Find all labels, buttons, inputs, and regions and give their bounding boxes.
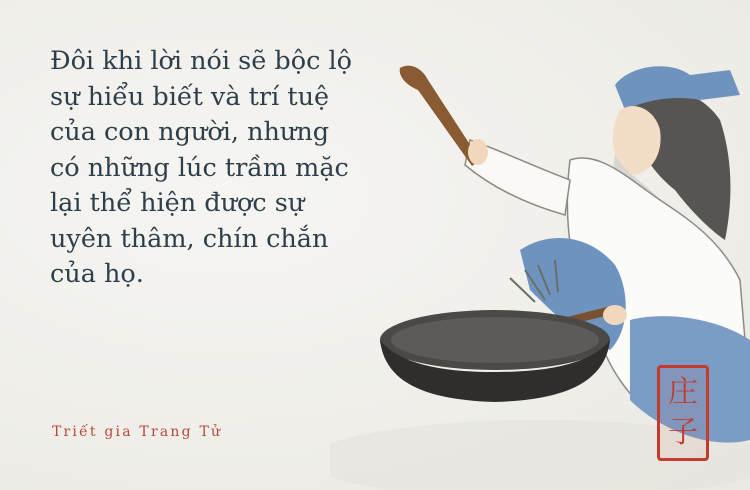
quote-line: của họ.: [50, 259, 144, 289]
seal-char: 庄: [668, 375, 698, 410]
quote-line: lại thể hiện được sự: [50, 188, 305, 218]
seal-char: 子: [668, 415, 698, 450]
quote-line: sự hiểu biết và trí tuệ: [50, 81, 330, 112]
quote-line: của con người, nhưng: [50, 117, 330, 147]
quote-line: uyên thâm, chín chắn: [50, 223, 329, 254]
quote-line: có những lúc trầm mặc: [50, 152, 349, 183]
red-seal-stamp: [657, 365, 709, 461]
author-attribution: Triết gia Trang Tử: [52, 424, 223, 440]
quote-line: Đôi khi lời nói sẽ bộc lộ: [50, 46, 352, 76]
lower-hand: [603, 305, 627, 325]
wooden-stick: [400, 66, 480, 166]
pot-inside: [391, 317, 599, 363]
raised-hand: [468, 139, 488, 165]
